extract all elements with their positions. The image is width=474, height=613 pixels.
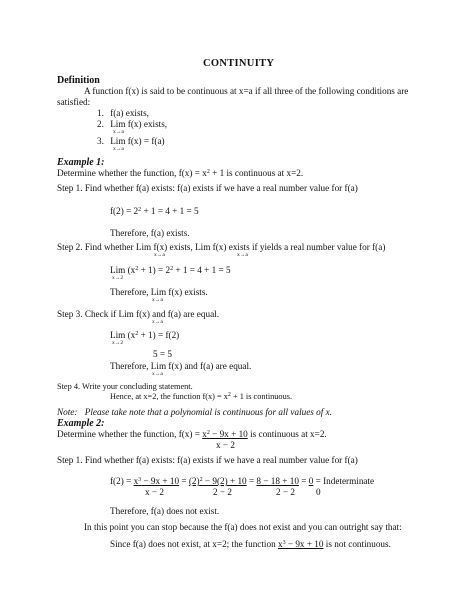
- example2-question: Determine whether the function, $f(x) = x^2 - 9x + 10$ is continuous at x=2.: [57, 429, 327, 439]
- step2-therefore-subscript: x→a: [152, 297, 163, 303]
- frac3-numerator: 8 − 18 + 10: [256, 476, 299, 486]
- condition-2: [97, 119, 167, 130]
- condition-number: 3.: [97, 136, 104, 146]
- example1-step4-conclusion: Hence, at x=2, the function $f(x) = x^2 + 1$ is continuous.: [110, 392, 293, 401]
- condition-text: Lim f(x) exists,: [110, 119, 168, 129]
- frac4-denominator: 0: [316, 487, 321, 497]
- note: [57, 407, 332, 418]
- condition-text: f(a) exists,: [110, 108, 149, 118]
- condition-2-limit-subscript: x→a: [113, 129, 124, 135]
- condition-3: [97, 136, 165, 147]
- example2-heading: Example 2:: [57, 418, 105, 429]
- step2-label-subscript-2: x→a: [237, 252, 248, 258]
- note-label: Note:: [57, 407, 78, 417]
- page-title: CONTINUITY: [203, 58, 275, 69]
- note-text: Please take note that a polynomial is continuous for all values of x.: [84, 407, 332, 417]
- example1-step2-therefore: Therefore, Lim f(x) exists.: [110, 287, 208, 297]
- example1-step1-label: Step 1. Find whether f(a) exists: f(a) exists if we have a real number value for f(a): [57, 183, 358, 193]
- example1-step3-equation2: 5 = 5: [153, 349, 172, 359]
- example1-step1-therefore: Therefore, f(a) exists.: [110, 228, 190, 238]
- example2-step1-label: Step 1. Find whether f(a) exists: f(a) exists if we have a real number value for f(a): [57, 455, 358, 465]
- example1-step4-label: Step 4. Write your concluding statement.: [57, 382, 193, 391]
- question-fraction-denominator: x − 2: [216, 440, 235, 450]
- question-fraction-numerator: $x^2 - 9x + 10$: [202, 429, 248, 439]
- frac3-denominator: 2 − 2: [276, 487, 295, 497]
- example2-step1-therefore: Therefore, f(a) does not exist.: [110, 506, 220, 516]
- frac1-numerator: $x^3 - 9x + 10$: [133, 476, 180, 486]
- step2-eq-subscript: x→2: [112, 275, 124, 281]
- example1-step2-label: Step 2. Find whether Lim f(x) exists, Lim f(x) exists if yields a real number value for f(a): [57, 242, 386, 252]
- definition-text-line1: A function f(x) is said to be continuous at x=a if all three of the following conditions are: [84, 86, 409, 96]
- example1-heading: Example 1:: [57, 157, 105, 168]
- definition-text-line2: satisfied:: [57, 97, 91, 107]
- example1-step1-equation: $f(2) = 2^2 + 1 = 4 + 1 = 5$: [110, 206, 199, 216]
- frac2-denominator: 2 − 2: [213, 487, 232, 497]
- example1-question: Determine whether the function, $f(x) = x^2 + 1$ is continuous at x=2.: [57, 168, 304, 178]
- step3-eq-subscript: x→2: [112, 340, 124, 346]
- definition-heading: Definition: [57, 75, 100, 86]
- example2-step1-equation: $f(2) = x^3 - 9x + 10 = (2)^2 - 9(2) + 10 = 8 - 18 + 10 = 0$ = Indeterminate: [110, 476, 375, 486]
- example2-stop-text: In this point you can stop because the f(a) does not exist and you can outright say that:: [84, 522, 402, 532]
- example1-step2-equation: Lim $(x^2 + 1) = 2^2 + 1 = 4 + 1 = 5$: [110, 265, 231, 275]
- conclusion-fraction-numerator: $x^3 - 9x + 10$: [277, 539, 324, 549]
- step3-therefore-subscript: x→a: [152, 371, 163, 377]
- example1-step3-label: Step 3. Check if Lim f(x) and f(a) are equal.: [57, 309, 219, 319]
- example1-step3-therefore: Therefore, Lim f(x) and f(a) are equal.: [110, 361, 252, 371]
- condition-text: Lim f(x) = f(a): [110, 136, 165, 146]
- frac1-denominator: x − 2: [145, 487, 164, 497]
- frac4-numerator: 0: [308, 476, 314, 486]
- example2-conclusion: Since f(a) does not exist, at x=2; the function $x^3 - 9x + 10$ is not continuous.: [110, 539, 391, 549]
- condition-number: 2.: [97, 119, 104, 129]
- step3-label-subscript: x→a: [152, 319, 163, 325]
- frac2-numerator: $(2)^2 - 9(2) + 10$: [188, 476, 247, 486]
- condition-3-limit-subscript: x→a: [113, 146, 124, 152]
- result-text: = Indeterminate: [315, 476, 375, 486]
- condition-number: 1.: [97, 108, 104, 118]
- example1-step3-equation: Lim $(x^2 + 1) = f(2)$: [110, 330, 180, 340]
- step2-label-subscript-1: x→a: [154, 252, 165, 258]
- condition-1: [97, 108, 149, 119]
